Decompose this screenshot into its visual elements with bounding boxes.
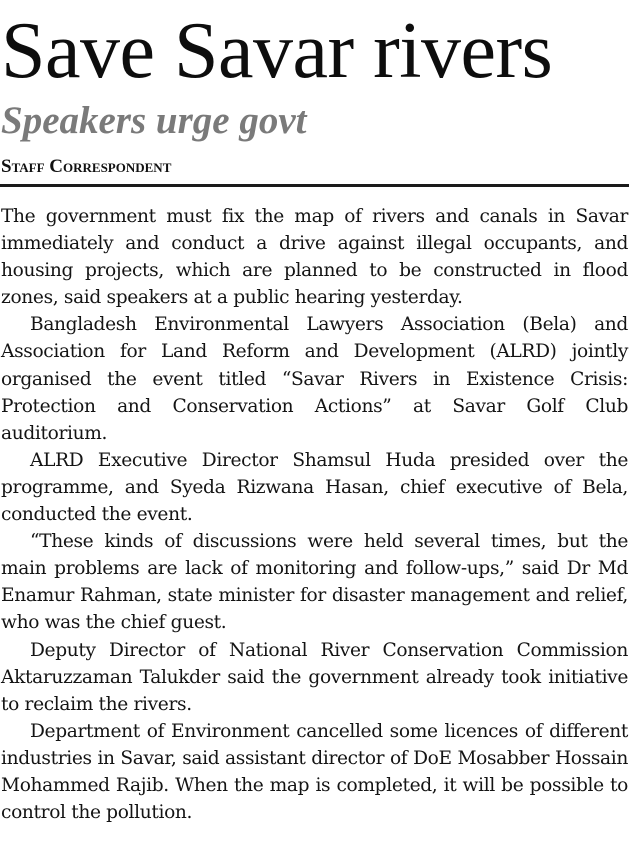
byline-divider — [0, 184, 629, 187]
paragraph: “These kinds of discussions were held several times, but the main problems are lack of monitoring and follow-ups,” said Dr Md Enamur Rahman, state minister for disaster management and relief, who was the chief guest. — [1, 531, 628, 634]
subheadline: Speakers urge govt — [1, 99, 307, 142]
paragraph: Bangladesh Environmental Lawyers Association (Bela) and Association for Land Reform and Development (ALRD) jointly organised the event titled “Savar Rivers in Existence Crisis: Protection and Conservation Actions” at Savar Golf Club auditorium. — [1, 314, 628, 444]
byline: Staff Correspondent — [1, 156, 172, 177]
paragraph: Department of Environment cancelled some licences of different industries in Savar, said assistant director of DoE Mosabber Hossain Mohammed Rajib. When the map is completed, it will be possible to control the pollution. — [1, 720, 628, 824]
paragraph: The government must fix the map of rivers and canals in Savar immediately and conduct a drive against illegal occupants, and housing projects, which are planned to be constructed in flood zones, said speakers at a public hearing yesterday. — [1, 206, 628, 309]
paragraph: ALRD Executive Director Shamsul Huda presided over the programme, and Syeda Rizwana Hasan, chief executive of Bela, conducted the event. — [1, 449, 628, 526]
headline: Save Savar rivers — [1, 7, 553, 95]
paragraph: Deputy Director of National River Conservation Commission Aktaruzzaman Talukder said the government already took initiative to reclaim the rivers. — [1, 639, 628, 715]
article-body — [1, 203, 628, 826]
